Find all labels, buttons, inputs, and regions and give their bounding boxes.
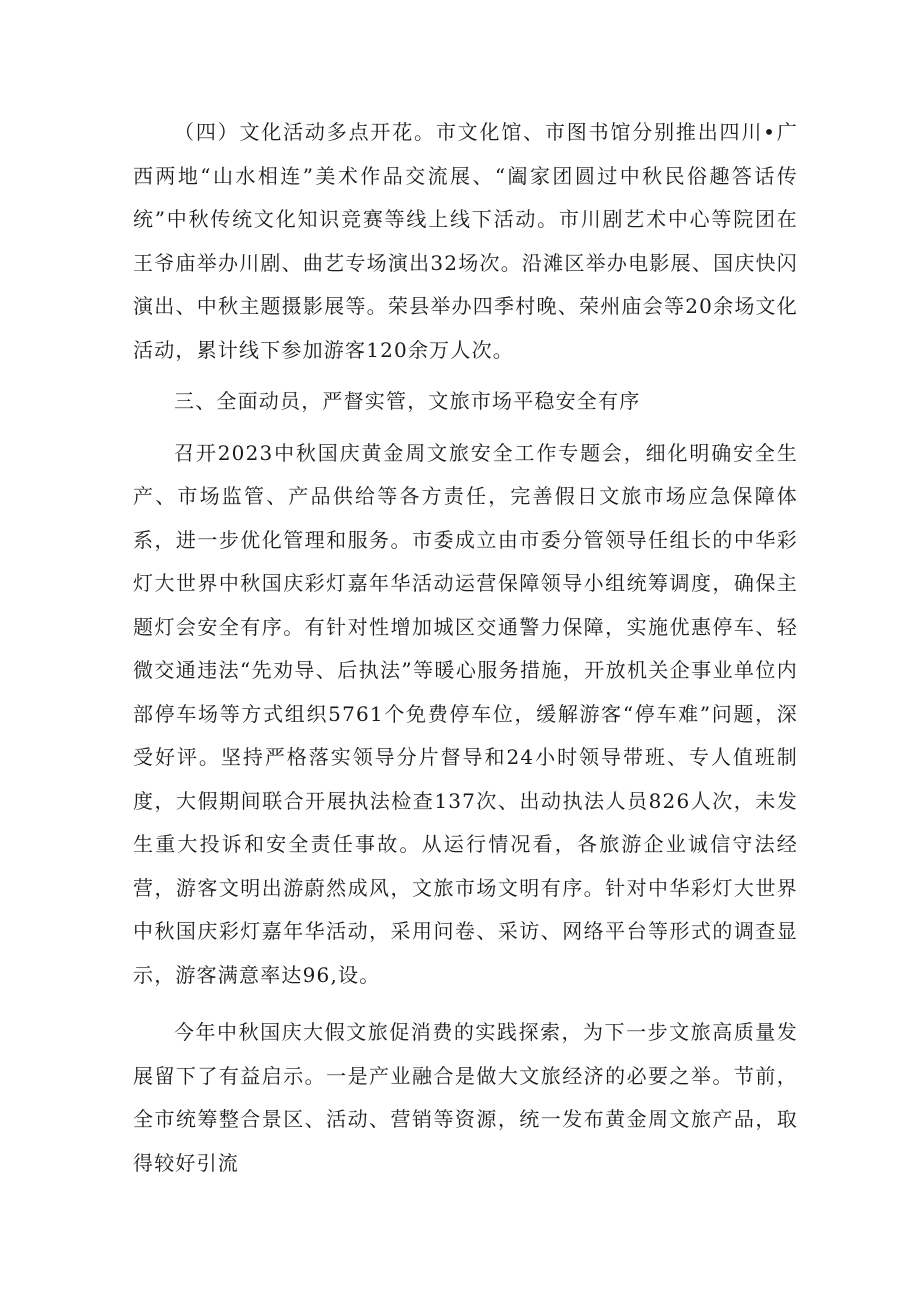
paragraph-insights: 今年中秋国庆大假文旅促消费的实践探索，为下一步文旅高质量发展留下了有益启示。一是产业融合是做大文旅经济的必要之举。节前，全市统筹整合景区、活动、营销等资源，统一发布黄金周文旅产品，取得较好引流 <box>133 1020 798 1175</box>
section-heading-market-safety: 三、全面动员，严督实管，文旅市场平稳安全有序 <box>174 389 641 413</box>
paragraph-safety-measures: 召开2023中秋国庆黄金周文旅安全工作专题会，细化明确安全生产、市场监管、产品供给等各方责任，完善假日文旅市场应急保障体系，进一步优化管理和服务。市委成立由市委分管领导任组长的中华彩灯大世界中秋国庆彩灯嘉年华活动运营保障领导小组统筹调度，确保主题灯会安全有序。有针对性增加城区交通警力保障，实施优惠停车、轻微交通违法“先劝导、后执法”等暖心服务措施，开放机关企事业单位内部停车场等方式组织5761个免费停车位，缓解游客“停车难”问题，深受好评。坚持严格落实领导分片督导和24小时领导带班、专人值班制度，大假期间联合开展执法检查137次、出动执法人员826人次，未发生重大投诉和安全责任事故。从运行情况看，各旅游企业诚信守法经营，游客文明出游蔚然成风，文旅市场文明有序。针对中华彩灯大世界中秋国庆彩灯嘉年华活动，采用问卷、采访、网络平台等形式的调查显示，游客满意率达96,设。 <box>133 440 798 987</box>
paragraph-cultural-activities: （四）文化活动多点开花。市文化馆、市图书馆分别推出四川•广西两地“山水相连”美术作品交流展、“阖家团圆过中秋民俗趣答话传统”中秋传统文化知识竞赛等线上线下活动。市川剧艺术中心等院团在王爷庙举办川剧、曲艺专场演出32场次。沿滩区举办电影展、国庆快闪演出、中秋主题摄影展等。荣县举办四季村晚、荣州庙会等20余场文化活动，累计线下参加游客120余万人次。 <box>133 120 798 362</box>
document-page <box>133 111 798 1185</box>
